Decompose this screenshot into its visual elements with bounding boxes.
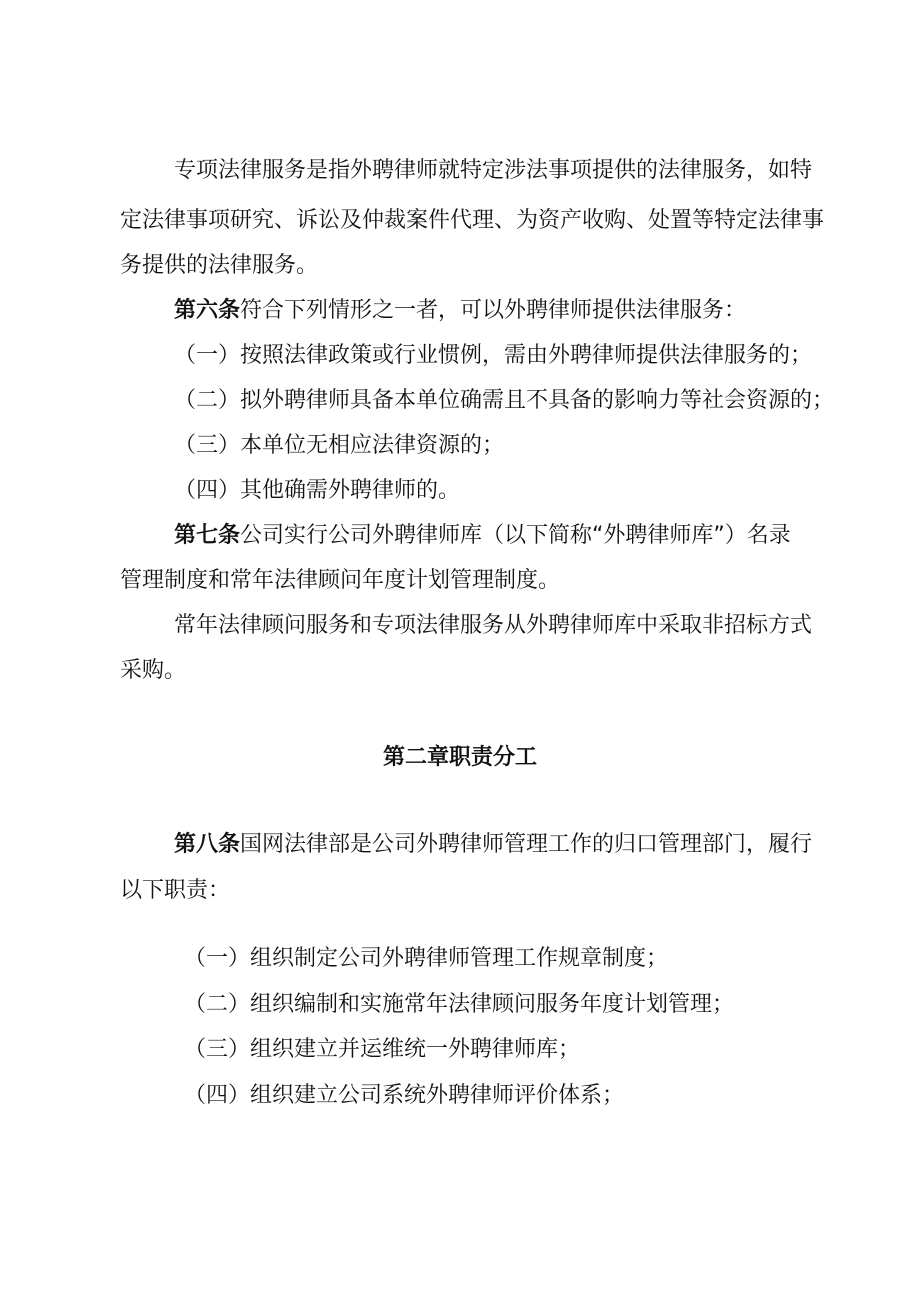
article-8-item: （四）组织建立公司系统外聘律师评价体系； <box>184 1083 625 1108</box>
paragraph-line: 采购。 <box>120 658 187 683</box>
paragraph-line: 管理制度和常年法律顾问年度计划管理制度。 <box>120 568 561 593</box>
paragraph-line: 以下职责： <box>120 878 231 903</box>
article-8-label: 第八条 <box>174 832 241 857</box>
article-8-item: （二）组织编制和实施常年法律顾问服务年度计划管理； <box>184 992 735 1017</box>
article-6-label: 第六条 <box>174 298 241 323</box>
article-6-text: 符合下列情形之一者，可以外聘律师提供法律服务： <box>240 298 747 323</box>
article-7-label: 第七条 <box>174 523 241 548</box>
article-8-line <box>174 830 864 860</box>
article-8-text: 国网法律部是公司外聘律师管理工作的归口管理部门，履行 <box>240 832 813 857</box>
article-6-item: （二）拟外聘律师具备本单位确需且不具备的影响力等社会资源的； <box>174 388 835 413</box>
article-7-text: 公司实行公司外聘律师库（以下简称“外聘律师库”）名录 <box>240 523 791 548</box>
article-8-item: （一）组织制定公司外聘律师管理工作规章制度； <box>184 946 669 971</box>
article-6-item: （四）其他确需外聘律师的。 <box>174 478 461 503</box>
article-6-item: （三）本单位无相应法律资源的； <box>174 433 505 458</box>
paragraph-line: 专项法律服务是指外聘律师就特定涉法事项提供的法律服务，如特 <box>174 158 813 183</box>
paragraph-line: 定法律事项研究、诉讼及仲裁案件代理、为资产收购、处置等特定法律事 <box>120 208 825 233</box>
chapter-title: 第二章职责分工 <box>382 745 537 770</box>
article-8-item: （三）组织建立并运维统一外聘律师库； <box>184 1037 581 1062</box>
article-6-item: （一）按照法律政策或行业惯例，需由外聘律师提供法律服务的； <box>174 343 813 368</box>
paragraph-line: 务提供的法律服务。 <box>120 253 319 278</box>
article-6-line <box>174 296 864 326</box>
paragraph-line: 常年法律顾问服务和专项法律服务从外聘律师库中采取非招标方式 <box>174 613 813 638</box>
article-7-line <box>174 521 864 551</box>
